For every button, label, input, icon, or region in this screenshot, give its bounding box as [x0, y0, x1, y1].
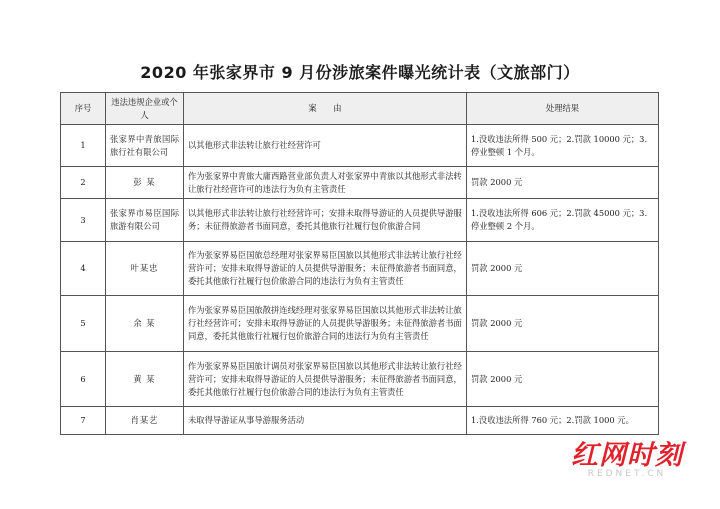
row-org: 张家界市易臣国际旅游有限公司	[106, 199, 184, 242]
row-org: 张家界中青旅国际旅行社有限公司	[106, 125, 184, 167]
row-no: 1	[61, 125, 106, 167]
row-no: 3	[61, 199, 106, 242]
table-row	[61, 167, 659, 199]
row-org: 肖某艺	[106, 407, 184, 435]
row-org: 叶某忠	[106, 242, 184, 296]
row-result: 1.没收违法所得 760 元；2.罚款 1000 元。	[467, 407, 659, 435]
row-result: 罚款 2000 元	[467, 352, 659, 407]
row-reason: 以其他形式非法转让旅行社经营许可	[184, 125, 467, 167]
row-reason: 以其他形式非法转让旅行社经营许可；安排未取得导游证的人员提供导游服务；未征得旅游者书面同意，委托其他旅行社履行包价旅游合同	[184, 199, 467, 242]
row-result: 罚款 2000 元	[467, 242, 659, 296]
header-org: 违法违规企业或个人	[106, 93, 184, 125]
table-row	[61, 407, 659, 435]
row-result: 罚款 2000 元	[467, 167, 659, 199]
watermark-logo	[552, 433, 702, 491]
table-row	[61, 125, 659, 167]
header-reason: 案 由	[184, 93, 467, 125]
row-reason: 未取得导游证从事导游服务活动	[184, 407, 467, 435]
watermark-main-text: 红网时刻	[571, 440, 683, 471]
table-row	[61, 242, 659, 296]
row-no: 2	[61, 167, 106, 199]
row-result: 1.没收违法所得 606 元；2.罚款 45000 元；3.停业整顿 2 个月。	[467, 199, 659, 242]
document-title: 2020 年张家界市 9 月份涉旅案件曝光统计表（文旅部门）	[140, 63, 580, 82]
row-org: 彭 某	[106, 167, 184, 199]
row-no: 5	[61, 296, 106, 352]
header-no: 序号	[61, 93, 106, 125]
row-result: 罚款 2000 元	[467, 296, 659, 352]
table-row	[61, 199, 659, 242]
row-reason: 作为张家界易臣国旅总经理对张家界易臣国旅以其他形式非法转让旅行社经营许可；安排未取得导游证的人员提供导游服务；未征得旅游者书面同意，委托其他旅行社履行包价旅游合同的违法行为负有主管责任	[184, 242, 467, 296]
row-reason: 作为张家界易臣国旅计调员对张家界易臣国旅以其他形式非法转让旅行社经营许可；安排未取得导游证的人员提供导游服务；未征得旅游者书面同意，委托其他旅行社履行包价旅游合同的违法行为负有主管责任	[184, 352, 467, 407]
row-reason: 作为张家界中青旅大庸西路营业部负责人对张家界中青旅以其他形式非法转让旅行社经营许可的违法行为负有主管责任	[184, 167, 467, 199]
row-reason: 作为张家界易臣国旅散拼连线经理对张家界易臣国旅以其他形式非法转让旅行社经营许可；安排未取得导游证的人员提供导游服务；未征得旅游者书面同意，委托其他旅行社履行包价旅游合同的违法行为负有主管责任	[184, 296, 467, 352]
watermark-sub-text: REDNET.CN	[587, 469, 667, 479]
case-table	[60, 92, 659, 435]
row-org: 余 某	[106, 296, 184, 352]
table-row	[61, 296, 659, 352]
table-header-row	[61, 93, 659, 125]
row-no: 7	[61, 407, 106, 435]
row-no: 6	[61, 352, 106, 407]
row-no: 4	[61, 242, 106, 296]
row-org: 黄 某	[106, 352, 184, 407]
table-row	[61, 352, 659, 407]
header-result: 处理结果	[467, 93, 659, 125]
row-result: 1.没收违法所得 500 元；2.罚款 10000 元；3.停业整顿 1 个月。	[467, 125, 659, 167]
